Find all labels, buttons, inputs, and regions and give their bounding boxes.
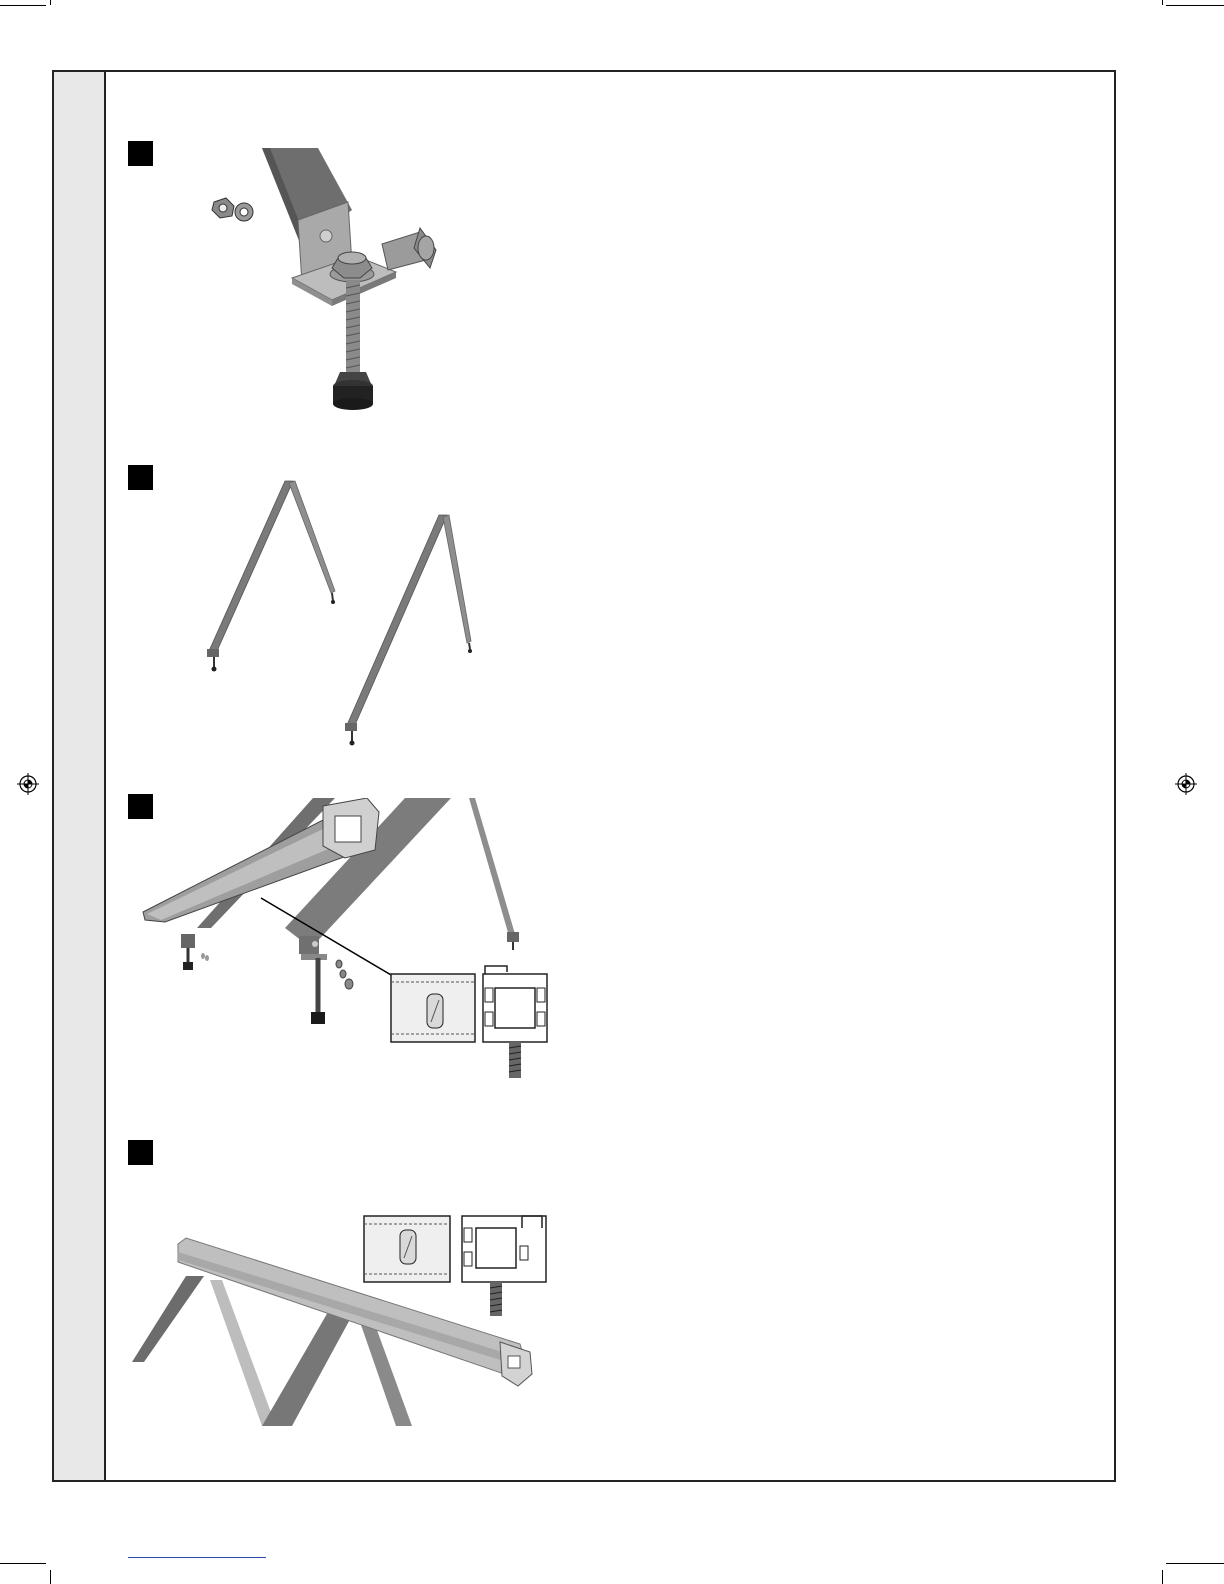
crop-mark-bottom-right-h	[1166, 1563, 1224, 1564]
step-2-illustration	[195, 475, 485, 755]
step-1-marker	[128, 141, 153, 166]
crop-mark-top-right-v	[1162, 0, 1163, 5]
registration-mark-icon	[17, 773, 39, 795]
step-4-illustration	[130, 1212, 550, 1430]
crop-mark-top-left-v	[50, 0, 51, 5]
step-4-marker	[128, 1140, 153, 1165]
crop-mark-top-left-h	[0, 5, 46, 6]
registration-mark-icon	[1175, 773, 1197, 795]
crop-mark-bottom-right-v	[1162, 1570, 1163, 1584]
crop-mark-bottom-left-v	[50, 1570, 51, 1584]
footer-rule	[128, 1557, 266, 1558]
crop-mark-bottom-left-h	[0, 1563, 46, 1564]
step-1-illustration	[200, 140, 460, 420]
page-sidebar	[54, 72, 106, 1480]
crop-mark-top-right-h	[1166, 5, 1224, 6]
step-2-marker	[128, 465, 153, 490]
step-3-illustration	[135, 798, 550, 1083]
